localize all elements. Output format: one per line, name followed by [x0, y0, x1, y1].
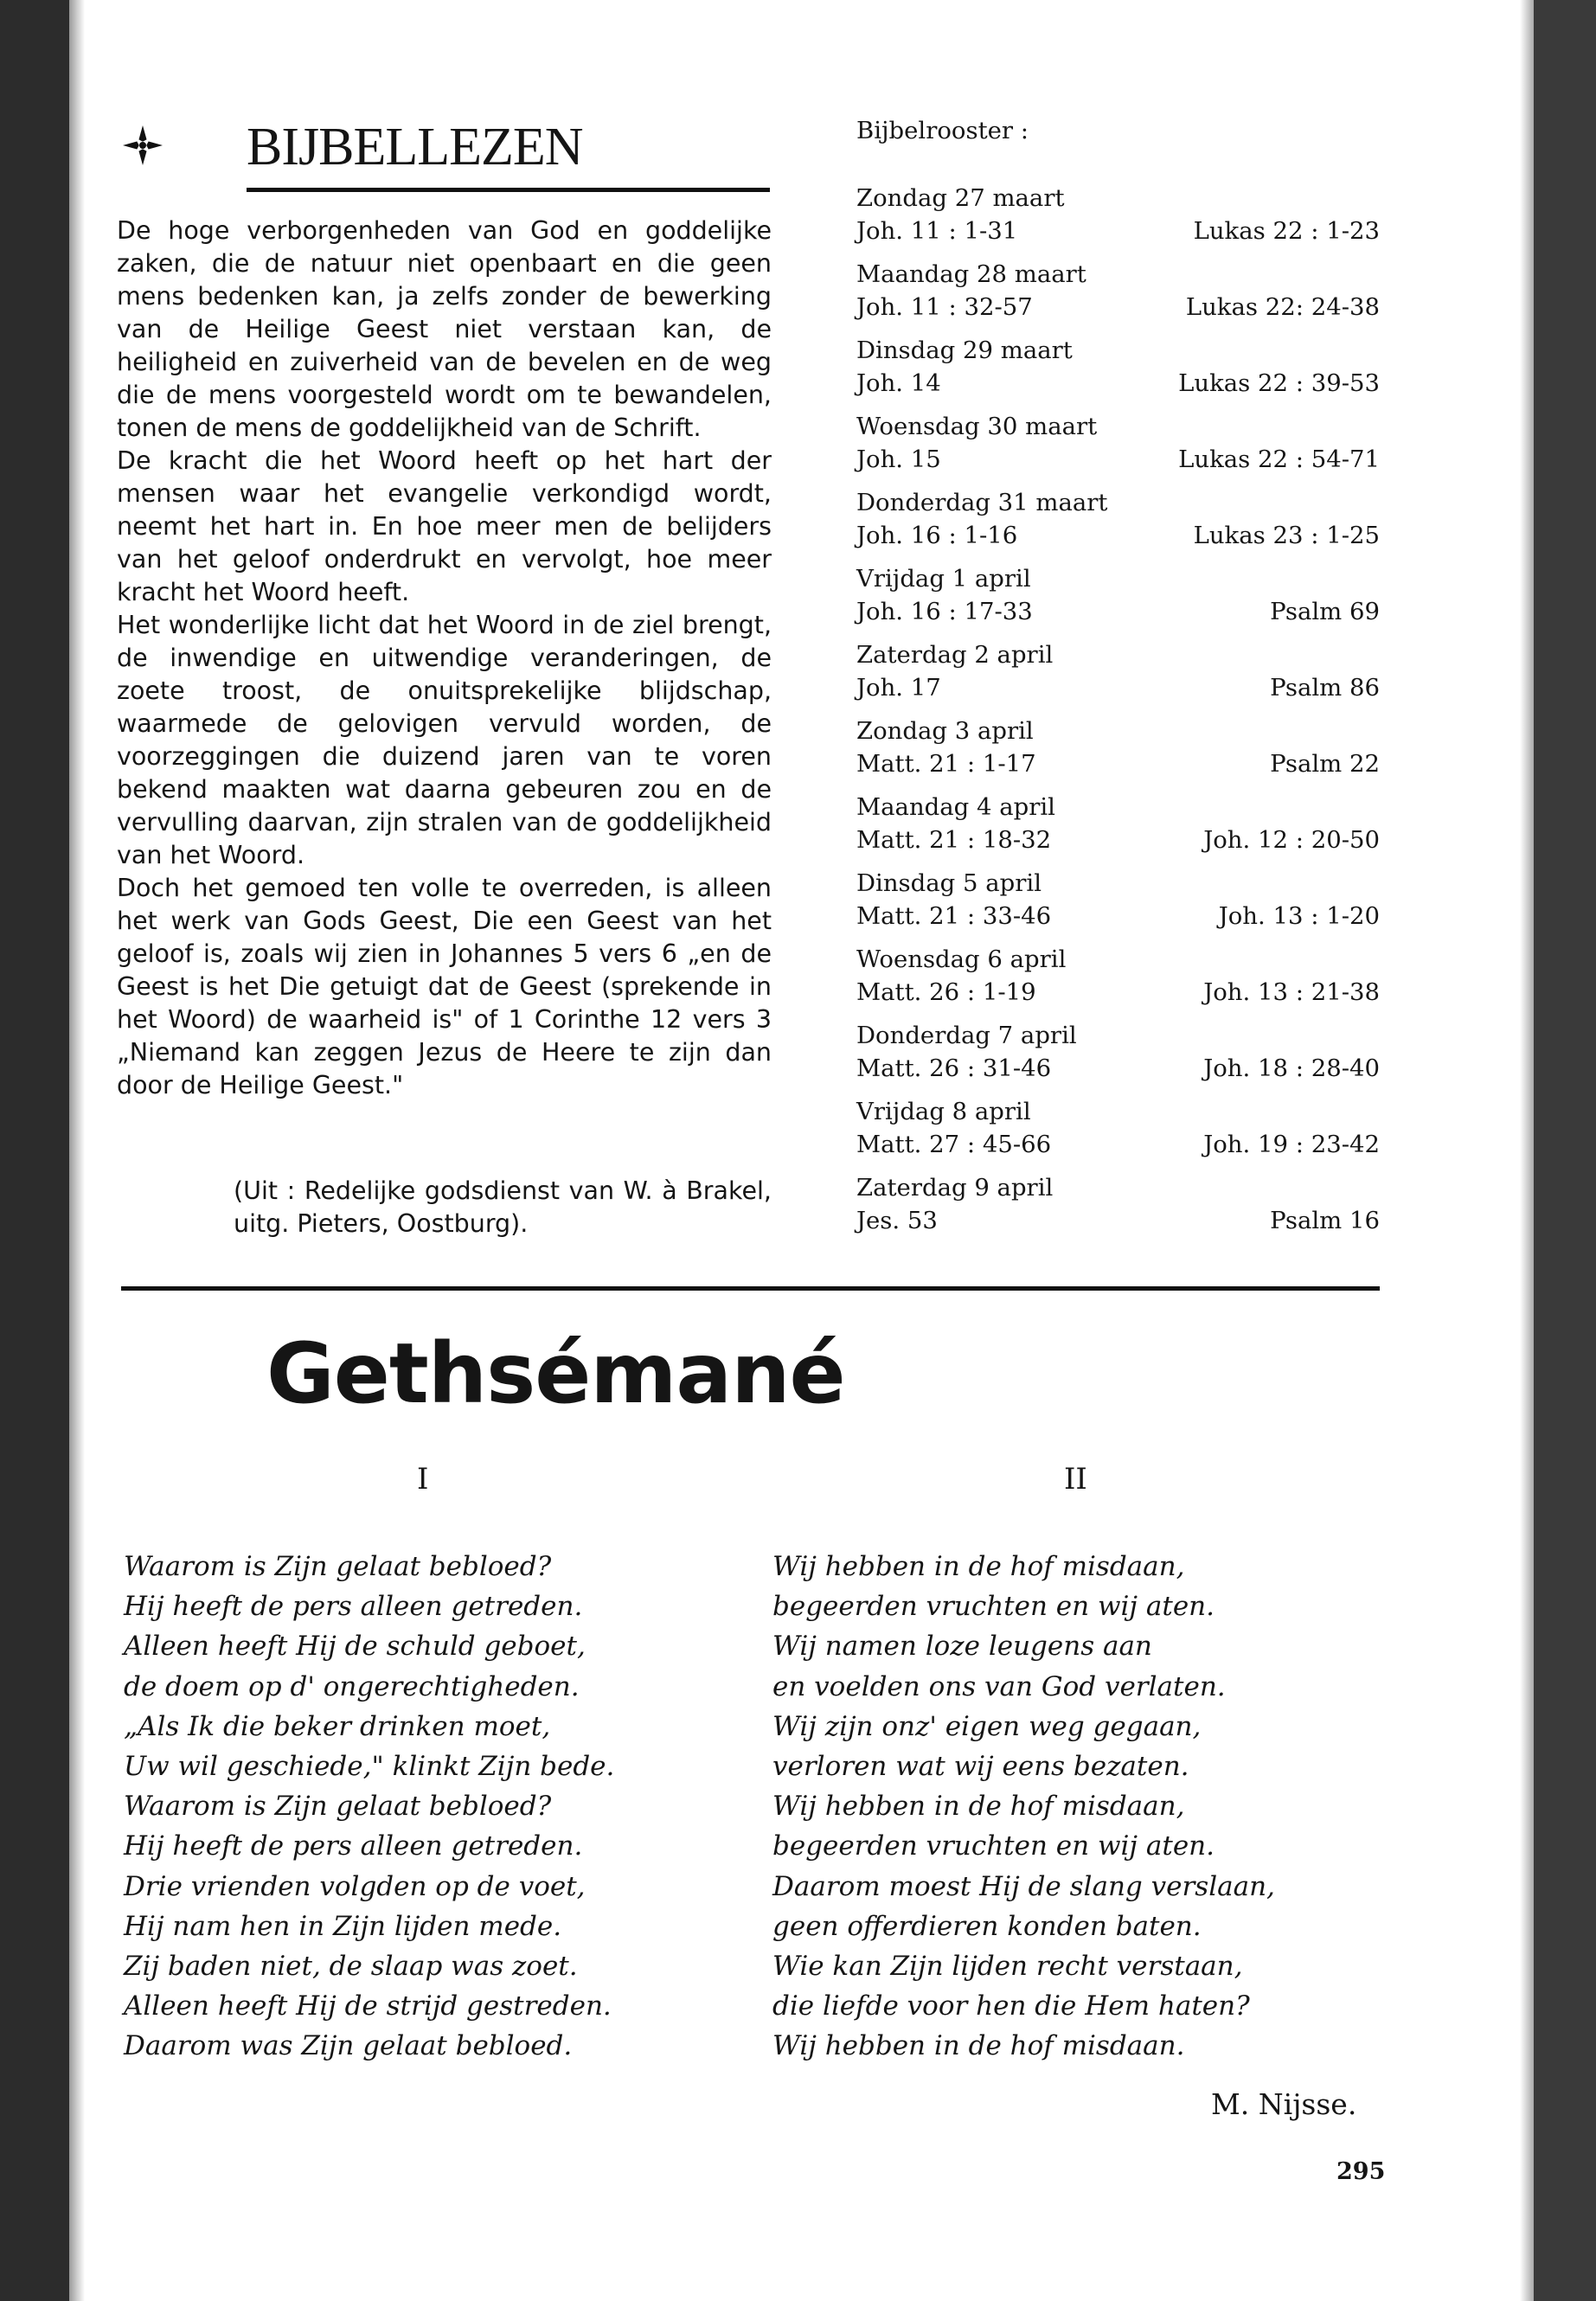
- bijbellezen-heading: [121, 108, 779, 186]
- schedule-day: Vrijdag 8 april: [856, 1098, 1031, 1125]
- schedule-reading: Jes. 53: [856, 1207, 938, 1234]
- schedule-day: Woensdag 6 april: [856, 945, 1067, 973]
- schedule-reading-second: Psalm 22: [1270, 750, 1380, 778]
- poem-line: geen offerdieren konden baten.: [772, 1910, 1202, 1942]
- intro-paragraph: Het wonderlijke licht dat het Woord in de ziel brengt, de inwendige en uitwendige veranderingen, de zoete troost, de onuitsprekelijke blijdschap, waarmede de gelovigen vervuld worden, de voorzeggingen die duizend jaren van te voren bekend maakten wat daarna gebeuren zou en de vervulling daarvan, zijn stralen van de goddelijkheid van het Woord.: [117, 611, 772, 869]
- schedule-entry: [856, 413, 1380, 489]
- poem-line: Wij namen loze leugens aan: [772, 1631, 1152, 1663]
- schedule-day: Zaterdag 2 april: [856, 641, 1054, 669]
- schedule-day: Maandag 28 maart: [856, 260, 1086, 288]
- poem-line: verloren wat wij eens bezaten.: [772, 1751, 1189, 1783]
- schedule-day: Maandag 4 april: [856, 793, 1055, 821]
- schedule-reading-second: Joh. 13 : 21-38: [1203, 978, 1380, 1006]
- schedule-entry: [856, 869, 1380, 945]
- poem-line: begeerden vruchten en wij aten.: [772, 1830, 1215, 1862]
- poem-stanza-2: [772, 1547, 1395, 2067]
- poem-line: Waarom is Zijn gelaat bebloed?: [124, 1551, 552, 1582]
- poem-line: Waarom is Zijn gelaat bebloed?: [124, 1791, 552, 1823]
- schedule-day: Dinsdag 5 april: [856, 869, 1042, 897]
- schedule-entry: [856, 641, 1380, 717]
- schedule-reading-second: Lukas 22 : 1-23: [1193, 217, 1380, 245]
- poem-line: Hij nam hen in Zijn lijden mede.: [124, 1910, 562, 1942]
- section-divider: [121, 1286, 1380, 1291]
- schedule-title: Bijbelrooster :: [856, 117, 1029, 144]
- schedule-reading: Matt. 27 : 45-66: [856, 1131, 1052, 1158]
- schedule-entry: [856, 1174, 1380, 1250]
- schedule-entry: [856, 1022, 1380, 1098]
- schedule-day: Zaterdag 9 april: [856, 1174, 1054, 1202]
- schedule-entry: [856, 793, 1380, 869]
- poem-line: Daarom moest Hij de slang verslaan,: [772, 1870, 1275, 1902]
- poem-line: Zij baden niet, de slaap was zoet.: [124, 1951, 578, 1983]
- schedule-reading: Matt. 26 : 1-19: [856, 978, 1036, 1006]
- schedule-entry: [856, 1098, 1380, 1174]
- schedule-reading: Joh. 14: [856, 369, 941, 397]
- schedule-day: Zondag 3 april: [856, 717, 1034, 745]
- schedule-reading: Joh. 11 : 1-31: [856, 217, 1018, 245]
- schedule-reading-second: Joh. 13 : 1-20: [1218, 902, 1380, 930]
- schedule-day: Donderdag 31 maart: [856, 489, 1108, 516]
- poem-line: „Als Ik die beker drinken moet,: [124, 1710, 551, 1742]
- poem-line: Alleen heeft Hij de schuld geboet,: [124, 1631, 586, 1663]
- schedule-reading: Matt. 21 : 33-46: [856, 902, 1052, 930]
- schedule-reading-second: Lukas 22: 24-38: [1185, 293, 1380, 321]
- intro-text: [117, 215, 772, 1102]
- schedule-day: Woensdag 30 maart: [856, 413, 1098, 440]
- schedule-day: Vrijdag 1 april: [856, 565, 1031, 593]
- schedule-entry: [856, 184, 1380, 260]
- poem-line: Wij hebben in de hof misdaan,: [772, 1791, 1185, 1823]
- poem-line: Wij hebben in de hof misdaan,: [772, 1551, 1185, 1582]
- poem-line: Wij hebben in de hof misdaan.: [772, 2030, 1185, 2062]
- schedule-reading: Joh. 16 : 1-16: [856, 522, 1018, 549]
- star-icon: [121, 124, 164, 167]
- intro-paragraph: Doch het gemoed ten volle te overreden, is alleen het werk van Gods Geest, Die een Geest van het geloof is, zoals wij zien in Johannes 5 vers 6 „en de Geest is het Die getuigt dat de Geest (sprekende in het Woord) de waarheid is" of 1 Corinthe 12 vers 3 „Niemand kan zeggen Jezus de Heere te zijn dan door de Heilige Geest.": [117, 874, 772, 1099]
- poem-line: de doem op d' ongerechtigheden.: [124, 1670, 580, 1702]
- source-citation: (Uit : Redelijke godsdienst van W. à Brakel, uitg. Pieters, Oostburg).: [234, 1176, 772, 1238]
- poem-line: Daarom was Zijn gelaat bebloed.: [124, 2030, 573, 2062]
- poem-line: Wij zijn onz' eigen weg gegaan,: [772, 1710, 1202, 1742]
- intro-paragraph: De hoge verborgenheden van God en goddelijke zaken, die de natuur niet openbaart en die geen mens bedenken kan, ja zelfs zonder de bewerking van de Heilige Geest niet verstaan kan, de heiligheid en zuiverheid van de bevelen en de weg die de mens voorgesteld wordt om te bewandelen, tonen de mens de goddelijkheid van de Schrift.: [117, 216, 772, 442]
- part-label-2: II: [1064, 1462, 1087, 1497]
- scan-shadow-left: [69, 0, 85, 2301]
- schedule-day: Zondag 27 maart: [856, 184, 1065, 212]
- schedule-reading-second: Psalm 69: [1270, 598, 1380, 625]
- poem-line: Hij heeft de pers alleen getreden.: [124, 1830, 583, 1862]
- poem-line: Wie kan Zijn lijden recht verstaan,: [772, 1951, 1243, 1983]
- scan-edge-left: [0, 0, 69, 2301]
- schedule-reading-second: Joh. 18 : 28-40: [1203, 1054, 1380, 1082]
- schedule-reading: Joh. 15: [856, 445, 941, 473]
- poem-line: begeerden vruchten en wij aten.: [772, 1591, 1215, 1623]
- schedule-reading: Joh. 17: [856, 674, 941, 702]
- section-title: BIJBELLEZEN: [247, 118, 583, 176]
- poem-line: Alleen heeft Hij de strijd gestreden.: [124, 1990, 612, 2022]
- schedule-entry: [856, 336, 1380, 413]
- schedule-reading-second: Lukas 22 : 54-71: [1178, 445, 1380, 473]
- schedule-reading-second: Lukas 22 : 39-53: [1178, 369, 1380, 397]
- schedule-entry: [856, 260, 1380, 336]
- poem-line: Drie vrienden volgden op de voet,: [124, 1870, 586, 1902]
- schedule-reading-second: Joh. 12 : 20-50: [1203, 826, 1380, 854]
- schedule-entry: [856, 565, 1380, 641]
- schedule-reading-second: Lukas 23 : 1-25: [1193, 522, 1380, 549]
- schedule-day: Donderdag 7 april: [856, 1022, 1077, 1049]
- schedule-reading-second: Psalm 16: [1270, 1207, 1380, 1234]
- poem-line: Hij heeft de pers alleen getreden.: [124, 1591, 583, 1623]
- schedule-reading-second: Psalm 86: [1270, 674, 1380, 702]
- schedule-entry: [856, 489, 1380, 565]
- title-underline: [247, 188, 770, 192]
- schedule-day: Dinsdag 29 maart: [856, 336, 1073, 364]
- schedule-reading: Matt. 21 : 1-17: [856, 750, 1036, 778]
- poem-author: M. Nijsse.: [1211, 2087, 1357, 2121]
- poem-title: Gethsémané: [266, 1325, 845, 1422]
- scan-shadow-right: [1520, 0, 1534, 2301]
- scan-edge-right: [1534, 0, 1596, 2301]
- poem-stanza-1: [124, 1547, 729, 2067]
- poem-line: die liefde voor hen die Hem haten?: [772, 1990, 1250, 2022]
- poem-line: Uw wil geschiede," klinkt Zijn bede.: [124, 1751, 615, 1783]
- schedule-entry: [856, 945, 1380, 1022]
- schedule-reading: Joh. 16 : 17-33: [856, 598, 1033, 625]
- intro-paragraph: De kracht die het Woord heeft op het hart der mensen waar het evangelie verkondigd wordt, neemt het hart in. En hoe meer men de belijders van het geloof onderdrukt en vervolgt, hoe meer kracht het Woord heeft.: [117, 446, 772, 606]
- poem-line: en voelden ons van God verlaten.: [772, 1670, 1226, 1702]
- schedule-reading: Joh. 11 : 32-57: [856, 293, 1033, 321]
- part-label-1: I: [417, 1462, 429, 1497]
- schedule-reading: Matt. 26 : 31-46: [856, 1054, 1052, 1082]
- schedule-entry: [856, 717, 1380, 793]
- schedule-reading-second: Joh. 19 : 23-42: [1203, 1131, 1380, 1158]
- schedule-reading: Matt. 21 : 18-32: [856, 826, 1052, 854]
- page-number: 295: [1336, 2158, 1386, 2185]
